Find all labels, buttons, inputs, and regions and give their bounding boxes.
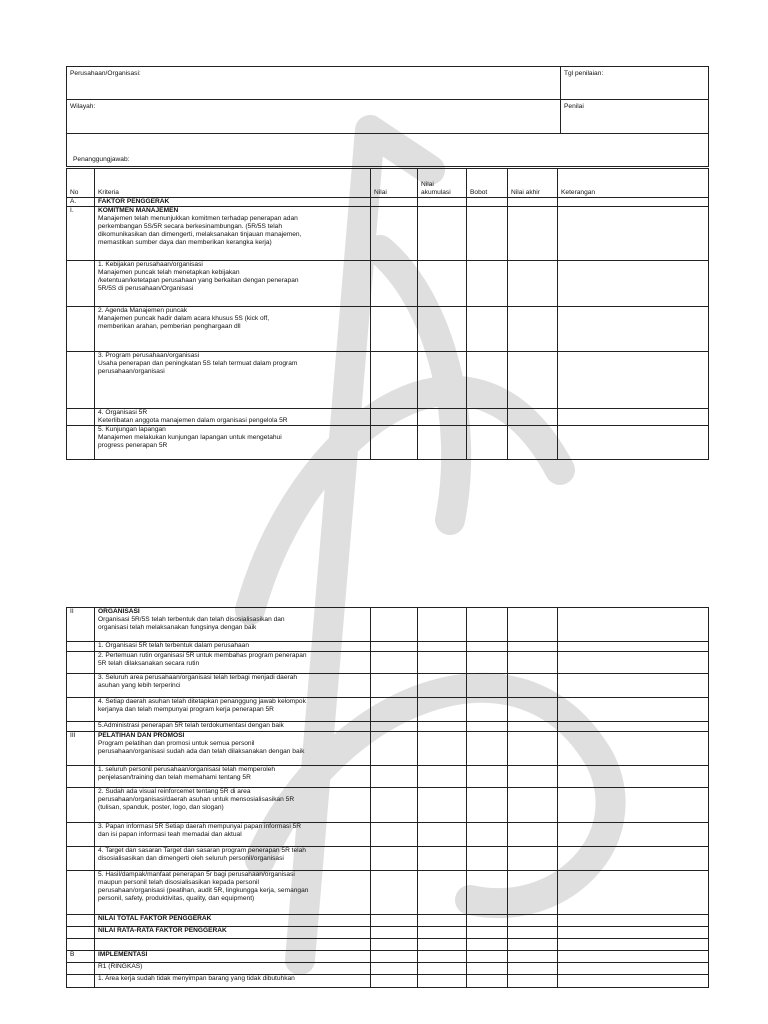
col-no: No: [67, 169, 95, 198]
cell-nilai[interactable]: [371, 642, 418, 652]
row-heading: FAKTOR PENGGERAK: [98, 198, 170, 205]
cell-nilai-akhir[interactable]: [508, 261, 558, 307]
cell-nilai-akhir[interactable]: [508, 788, 558, 823]
cell-bobot[interactable]: [467, 975, 508, 988]
cell-nilai-akhir[interactable]: [508, 652, 558, 674]
cell-nilai-akhir[interactable]: [508, 698, 558, 722]
cell-nilai-akumulasi[interactable]: [418, 674, 467, 698]
cell-nilai[interactable]: [371, 871, 418, 915]
row-number: [67, 871, 95, 915]
cell-nilai-akhir[interactable]: [508, 198, 558, 207]
date-field[interactable]: [561, 67, 709, 100]
company-label: Perusahaan/Organisasi:: [70, 70, 141, 77]
col-nilai-akumulasi: Nilai akumulasi: [418, 169, 467, 198]
cell-bobot[interactable]: [467, 608, 508, 642]
table-row: [67, 939, 709, 951]
cell-nilai-akumulasi[interactable]: [418, 766, 467, 788]
cell-nilai-akhir[interactable]: [508, 975, 558, 988]
col-nilai-akhir: Nilai akhir: [508, 169, 558, 198]
cell-keterangan[interactable]: [558, 847, 709, 871]
cell-bobot[interactable]: [467, 198, 508, 207]
cell-bobot[interactable]: [467, 642, 508, 652]
region-label: Wilayah:: [70, 103, 96, 110]
table2-body: [67, 608, 709, 988]
cell-nilai-akhir[interactable]: [508, 915, 558, 927]
cell-nilai-akumulasi[interactable]: [418, 939, 467, 951]
cell-nilai-akhir[interactable]: [508, 642, 558, 652]
row-criteria: [95, 951, 371, 963]
cell-keterangan[interactable]: [558, 963, 709, 975]
cell-bobot[interactable]: [467, 951, 508, 963]
cell-nilai-akhir[interactable]: [508, 951, 558, 963]
row-number: [67, 698, 95, 722]
cell-nilai-akumulasi[interactable]: [418, 198, 467, 207]
cell-bobot[interactable]: [467, 261, 508, 307]
cell-nilai[interactable]: [371, 722, 418, 732]
row-heading: NILAI RATA-RATA FAKTOR PENGGERAK: [98, 927, 227, 934]
cell-keterangan[interactable]: [558, 871, 709, 915]
row-criteria: 5. Kunjungan lapangan Manajemen melakukan kunjungan lapangan untuk mengetahui progress penerapan 5R: [95, 426, 371, 460]
cell-nilai-akumulasi[interactable]: [418, 352, 467, 409]
cell-nilai-akumulasi[interactable]: [418, 698, 467, 722]
table-row: [67, 674, 709, 698]
row-number: [67, 788, 95, 823]
cell-nilai[interactable]: [371, 732, 418, 766]
criteria-table-2: [66, 607, 709, 988]
row-criteria: 2. Sudah ada visual reinforcemet tentang 5R di area perusahaan/organisasi/daerah asuhan untuk mensosialisasikan 5R (tulisan, spanduk, poster, logo, dan slogan): [95, 788, 371, 823]
row-heading: ORGANISASI: [98, 608, 140, 615]
row-criteria: 3. Seluruh area perusahaan/organisasi telah terbagi menjadi daerah asuhan yang lebih terperinci: [95, 674, 371, 698]
row-description: Manajemen telah menunjukkan komitmen terhadap penerapan adan perkembangan 5S/5R secara berkesinambungan. (5R/5S telah dikomunikasikan dan dimengerti, melaksanakan tinjauan manajemen, memastikan sumber daya dan memberikan kerangka kerja): [98, 215, 302, 246]
cell-keterangan[interactable]: [558, 352, 709, 409]
cell-keterangan[interactable]: [558, 915, 709, 927]
table-row: [67, 871, 709, 915]
cell-bobot[interactable]: [467, 207, 508, 261]
row-criteria: 2. Pertemuan rutin organisasi 5R untuk membahas program penerapan 5R telah dilaksanakan secara rutin: [95, 652, 371, 674]
cell-keterangan[interactable]: [558, 788, 709, 823]
cell-bobot[interactable]: [467, 426, 508, 460]
cell-keterangan[interactable]: [558, 732, 709, 766]
row-criteria: R1 (RINGKAS): [95, 963, 371, 975]
row-criteria: [95, 927, 371, 939]
row-description: Organisasi 5R/5S telah terbentuk dan telah disosialisasikan dan organisasi telah melaksanakan fungsinya dengan baik: [98, 616, 285, 631]
cell-nilai[interactable]: [371, 951, 418, 963]
row-criteria: 4. Target dan sasaran Target dan sasaran program penerapan 5R telah disosialisasikan dan dimengerti oleh seluruh personil/organisasi: [95, 847, 371, 871]
cell-nilai-akumulasi[interactable]: [418, 409, 467, 426]
col-kriteria: Kriteria: [95, 169, 371, 198]
table-row: [67, 847, 709, 871]
cell-nilai-akhir[interactable]: [508, 307, 558, 352]
table-row: [67, 409, 709, 426]
cell-nilai-akumulasi[interactable]: [418, 963, 467, 975]
date-label: Tgl penilaian:: [564, 70, 604, 77]
cell-nilai[interactable]: [371, 608, 418, 642]
cell-keterangan[interactable]: [558, 674, 709, 698]
cell-bobot[interactable]: [467, 963, 508, 975]
row-criteria: 3. Papan informasi 5R Setiap daerah mempunyai papan informasi 5R dan isi papan informasi teah memadai dan aktual: [95, 823, 371, 847]
table-row: [67, 766, 709, 788]
row-number: [67, 352, 95, 409]
table-row: [67, 963, 709, 975]
cell-nilai-akumulasi[interactable]: [418, 915, 467, 927]
cell-nilai-akumulasi[interactable]: [418, 927, 467, 939]
assessor-field[interactable]: [561, 100, 709, 134]
cell-nilai[interactable]: [371, 409, 418, 426]
cell-nilai-akhir[interactable]: [508, 963, 558, 975]
assessor-label: Penilai: [564, 103, 584, 110]
cell-nilai-akumulasi[interactable]: [418, 207, 467, 261]
row-number: I.: [67, 207, 95, 261]
table-row: [67, 261, 709, 307]
cell-bobot[interactable]: [467, 307, 508, 352]
cell-nilai[interactable]: [371, 939, 418, 951]
row-number: [67, 927, 95, 939]
cell-nilai[interactable]: [371, 766, 418, 788]
cell-keterangan[interactable]: [558, 409, 709, 426]
cell-keterangan[interactable]: [558, 951, 709, 963]
row-heading: IMPLEMENTASI: [98, 951, 148, 958]
row-number: [67, 939, 95, 951]
cell-keterangan[interactable]: [558, 975, 709, 988]
table-row: [67, 698, 709, 722]
row-description: Program pelatihan dan promosi untuk semua personil perusahaan/organisasi sudah ada dan telah dilaksanakan dengan baik: [98, 740, 305, 755]
cell-nilai-akhir[interactable]: [508, 823, 558, 847]
row-number: [67, 261, 95, 307]
table-row: [67, 975, 709, 988]
table-row: [67, 732, 709, 766]
row-criteria: 1. Kebijakan perusahaan/organisasi Manajemen puncak telah menetapkan kebijakan /ketentuan/ketetapan perusahaan yang berkaitan dengan penerapan 5R/5S di perusahaan/Organisasi: [95, 261, 371, 307]
row-criteria: 4. Setiap daerah asuhan telah ditetapkan penanggung jawab kelompok kerjanya dan telah mempunyai program kerja penerapan 5R: [95, 698, 371, 722]
row-heading: NILAI TOTAL FAKTOR PENGGERAK: [98, 915, 212, 922]
cell-nilai[interactable]: [371, 261, 418, 307]
cell-bobot[interactable]: [467, 409, 508, 426]
cell-nilai[interactable]: [371, 698, 418, 722]
cell-bobot[interactable]: [467, 915, 508, 927]
cell-nilai[interactable]: [371, 652, 418, 674]
cell-nilai-akumulasi[interactable]: [418, 652, 467, 674]
cell-keterangan[interactable]: [558, 722, 709, 732]
row-number: III: [67, 732, 95, 766]
col-keterangan: Keterangan: [558, 169, 709, 198]
cell-keterangan[interactable]: [558, 823, 709, 847]
cell-bobot[interactable]: [467, 652, 508, 674]
cell-nilai[interactable]: [371, 788, 418, 823]
table-row: [67, 307, 709, 352]
cell-nilai[interactable]: [371, 975, 418, 988]
cell-bobot[interactable]: [467, 722, 508, 732]
region-field[interactable]: [67, 100, 561, 134]
row-number: [67, 722, 95, 732]
cell-keterangan[interactable]: [558, 426, 709, 460]
table-row: [67, 652, 709, 674]
row-number: [67, 409, 95, 426]
cell-keterangan[interactable]: [558, 261, 709, 307]
table-row: [67, 207, 709, 261]
cell-nilai[interactable]: [371, 426, 418, 460]
table-row: [67, 823, 709, 847]
table1-body: [67, 198, 709, 460]
cell-keterangan[interactable]: [558, 307, 709, 352]
row-number: [67, 307, 95, 352]
cell-bobot[interactable]: [467, 788, 508, 823]
cell-keterangan[interactable]: [558, 927, 709, 939]
cell-nilai-akhir[interactable]: [508, 939, 558, 951]
col-bobot: Bobot: [467, 169, 508, 198]
cell-keterangan[interactable]: [558, 939, 709, 951]
cell-bobot[interactable]: [467, 939, 508, 951]
row-number: [67, 652, 95, 674]
cell-nilai-akumulasi[interactable]: [418, 732, 467, 766]
cell-nilai[interactable]: [371, 847, 418, 871]
row-criteria: 5. Hasil/dampak/manfaat penerapan 5r bagi perusahaan/organisasi maupun personil telah disosialisasikan kepada personil perusahaan/organisasi (peatihan, audit 5R, lingkungga kerja, semangan personil, safety, produktivitas, quality, dan equipment): [95, 871, 371, 915]
cell-keterangan[interactable]: [558, 652, 709, 674]
row-number: [67, 963, 95, 975]
col-nilai: Nilai: [371, 169, 418, 198]
cell-nilai[interactable]: [371, 927, 418, 939]
cell-keterangan[interactable]: [558, 198, 709, 207]
row-criteria: 1. Organisasi 5R telah terbentuk dalam perusahaan: [95, 642, 371, 652]
table-row: [67, 915, 709, 927]
row-number: [67, 426, 95, 460]
cell-keterangan[interactable]: [558, 766, 709, 788]
cell-nilai-akumulasi[interactable]: [418, 871, 467, 915]
cell-nilai-akumulasi[interactable]: [418, 608, 467, 642]
cell-nilai-akhir[interactable]: [508, 409, 558, 426]
cell-nilai[interactable]: [371, 915, 418, 927]
cell-nilai-akumulasi[interactable]: [418, 642, 467, 652]
row-heading: PELATIHAN DAN PROMOSI: [98, 732, 185, 739]
cell-nilai-akhir[interactable]: [508, 871, 558, 915]
cell-nilai-akhir[interactable]: [508, 352, 558, 409]
row-criteria: 5.Administrasi penerapan 5R telah terdokumentasi dengan baik: [95, 722, 371, 732]
row-criteria: [95, 939, 371, 951]
row-number: [67, 975, 95, 988]
cell-nilai-akhir[interactable]: [508, 207, 558, 261]
cell-bobot[interactable]: [467, 732, 508, 766]
table-row: [67, 608, 709, 642]
cell-bobot[interactable]: [467, 927, 508, 939]
header-form: [66, 66, 709, 167]
cell-bobot[interactable]: [467, 698, 508, 722]
cell-nilai-akumulasi[interactable]: [418, 261, 467, 307]
cell-bobot[interactable]: [467, 352, 508, 409]
pic-label: Penanggungjawab:: [73, 156, 130, 163]
row-number: [67, 674, 95, 698]
cell-bobot[interactable]: [467, 674, 508, 698]
row-number: [67, 915, 95, 927]
cell-nilai-akumulasi[interactable]: [418, 951, 467, 963]
row-number: [67, 642, 95, 652]
row-number: [67, 766, 95, 788]
row-number: [67, 823, 95, 847]
cell-keterangan[interactable]: [558, 642, 709, 652]
row-criteria: 3. Program perusahaan/organisasi Usaha penerapan dan peningkatan 5S telah termuat dalam program perusahaan/organisasi: [95, 352, 371, 409]
table-row: [67, 951, 709, 963]
cell-nilai-akhir[interactable]: [508, 722, 558, 732]
cell-nilai-akumulasi[interactable]: [418, 788, 467, 823]
cell-nilai-akhir[interactable]: [508, 732, 558, 766]
criteria-table-1: [66, 168, 709, 460]
row-number: II: [67, 608, 95, 642]
row-criteria: [95, 608, 371, 642]
table-row: [67, 426, 709, 460]
cell-nilai[interactable]: [371, 352, 418, 409]
table-row: [67, 722, 709, 732]
cell-nilai-akumulasi[interactable]: [418, 426, 467, 460]
cell-bobot[interactable]: [467, 847, 508, 871]
table-row: [67, 352, 709, 409]
table-row: [67, 642, 709, 652]
cell-bobot[interactable]: [467, 766, 508, 788]
table-row: [67, 788, 709, 823]
cell-nilai[interactable]: [371, 963, 418, 975]
row-number: A.: [67, 198, 95, 207]
cell-nilai-akumulasi[interactable]: [418, 722, 467, 732]
cell-nilai-akhir[interactable]: [508, 608, 558, 642]
cell-bobot[interactable]: [467, 871, 508, 915]
row-number: B: [67, 951, 95, 963]
row-number: [67, 847, 95, 871]
row-criteria: 1. seluruh personil perusahaan/organisasi telah memperoleh penjelasan/training dan telah memahami tentang 5R: [95, 766, 371, 788]
cell-nilai[interactable]: [371, 823, 418, 847]
cell-keterangan[interactable]: [558, 608, 709, 642]
table-row: [67, 198, 709, 207]
cell-nilai[interactable]: [371, 198, 418, 207]
row-criteria: [95, 198, 371, 207]
cell-nilai[interactable]: [371, 307, 418, 352]
row-criteria: 2. Agenda Manajemen puncak Manajemen puncak hadir dalam acara khusus 5S (kick off, memberikan arahan, pemberian penghargaan dll: [95, 307, 371, 352]
table-header-row: [67, 169, 709, 198]
company-field[interactable]: [67, 67, 561, 100]
cell-nilai-akumulasi[interactable]: [418, 847, 467, 871]
cell-nilai-akhir[interactable]: [508, 847, 558, 871]
table-row: [67, 927, 709, 939]
cell-nilai-akumulasi[interactable]: [418, 307, 467, 352]
pic-field[interactable]: [67, 134, 709, 167]
cell-nilai-akhir[interactable]: [508, 927, 558, 939]
row-criteria: [95, 732, 371, 766]
cell-nilai-akhir[interactable]: [508, 766, 558, 788]
row-criteria: 1. Area kerja sudah tidak menyimpan barang yang tidak dibutuhkan: [95, 975, 371, 988]
row-criteria: [95, 207, 371, 261]
cell-bobot[interactable]: [467, 823, 508, 847]
cell-nilai-akumulasi[interactable]: [418, 975, 467, 988]
cell-nilai[interactable]: [371, 674, 418, 698]
cell-nilai-akumulasi[interactable]: [418, 823, 467, 847]
cell-nilai[interactable]: [371, 207, 418, 261]
cell-keterangan[interactable]: [558, 698, 709, 722]
row-criteria: 4. Organisasi 5R Keterlibatan anggota manajemen dalam organisasi pengelola 5R: [95, 409, 371, 426]
cell-nilai-akhir[interactable]: [508, 426, 558, 460]
row-criteria: [95, 915, 371, 927]
cell-keterangan[interactable]: [558, 207, 709, 261]
row-heading: KOMITMEN MANAJEMEN: [98, 207, 179, 214]
cell-nilai-akhir[interactable]: [508, 674, 558, 698]
